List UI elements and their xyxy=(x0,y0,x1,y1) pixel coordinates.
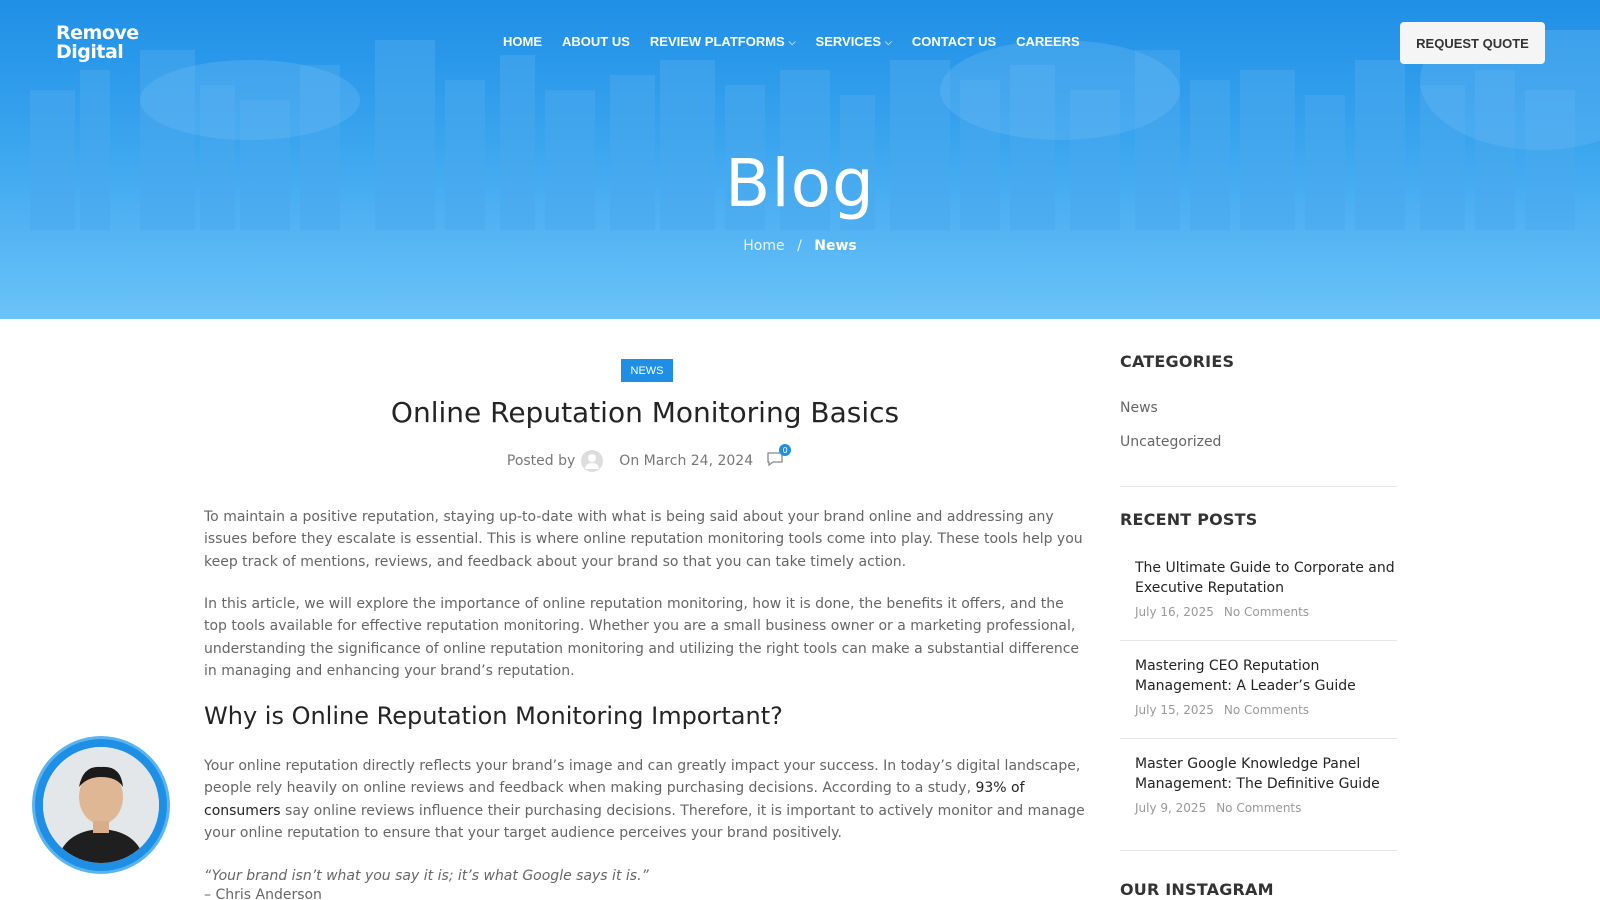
paragraph-text: say online reviews influence their purchasing decisions. Therefore, it is important to actively monitor and manage your online reputation to ensure that your target audience perceives your brand positively. xyxy=(204,802,1085,841)
recent-post xyxy=(1135,558,1397,619)
video-chat-avatar[interactable] xyxy=(35,739,167,871)
consumers-stat-link[interactable]: 93% of consumers xyxy=(204,780,1025,819)
user-icon xyxy=(583,452,601,470)
paragraph-text: Your online reputation directly reflects your brand’s image and can greatly impact your success. In today’s digital landscape, people rely heavily on online reviews and feedback when making purchasing decisions. According to a study, xyxy=(204,758,1081,797)
breadcrumb-separator: / xyxy=(797,238,802,254)
nav-contact-us-label: CONTACT US xyxy=(911,34,997,49)
nav-services[interactable] xyxy=(806,33,902,51)
post-date: On March 24, 2024 xyxy=(619,453,754,469)
recent-post xyxy=(1135,754,1397,815)
recent-post-meta xyxy=(1135,605,1397,619)
breadcrumb-home[interactable]: Home xyxy=(743,238,785,254)
nav-contact-us[interactable] xyxy=(902,33,1006,51)
breadcrumb-current: News xyxy=(814,238,857,254)
category-item-news[interactable]: News xyxy=(1120,400,1158,416)
recent-post-comments[interactable]: No Comments xyxy=(1216,801,1302,815)
paragraph-intro: To maintain a positive reputation, staying up-to-date with what is being said about your brand online and addressing any issues before they escalate is essential. This is where online reputation monitoring tools come into play. These tools help you keep track of mentions, reviews, and feedback about your brand so that you can take timely action. xyxy=(204,509,1083,570)
recent-post-meta xyxy=(1135,703,1397,717)
recent-post-title[interactable]: The Ultimate Guide to Corporate and Executive Reputation xyxy=(1135,560,1395,596)
divider xyxy=(1120,486,1397,487)
divider xyxy=(1120,738,1397,739)
recent-post xyxy=(1135,656,1397,717)
nav-review-platforms-label: REVIEW PLATFORMS xyxy=(649,34,785,49)
comments-link[interactable] xyxy=(767,445,788,470)
chevron-down-icon: ⌵ xyxy=(788,37,796,47)
divider xyxy=(1120,640,1397,641)
post-meta xyxy=(204,445,1086,472)
recent-post-comments[interactable]: No Comments xyxy=(1223,703,1310,717)
divider xyxy=(1120,850,1397,851)
nav-review-platforms[interactable] xyxy=(640,33,806,51)
recent-posts-heading: RECENT POSTS xyxy=(1120,510,1258,529)
site-logo[interactable] xyxy=(56,24,139,62)
recent-post-date: July 9, 2025 xyxy=(1135,801,1207,815)
nav-home[interactable] xyxy=(493,33,552,51)
hero-banner xyxy=(0,0,1600,319)
category-badge[interactable]: NEWS xyxy=(621,359,673,382)
recent-post-date: July 16, 2025 xyxy=(1135,605,1214,619)
section-heading: Why is Online Reputation Monitoring Important? xyxy=(204,702,783,730)
presenter-photo xyxy=(43,747,159,863)
page-title: Blog xyxy=(725,145,875,222)
nav-services-label: SERVICES xyxy=(815,34,882,49)
paragraph-importance xyxy=(204,755,1086,844)
categories-heading: CATEGORIES xyxy=(1120,352,1235,371)
chevron-down-icon: ⌵ xyxy=(885,37,892,47)
blockquote: “Your brand isn’t what you say it is; it’s what Google says it is.” xyxy=(204,868,649,884)
recent-post-meta xyxy=(1135,801,1397,815)
breadcrumb xyxy=(0,238,1600,254)
recent-post-date: July 15, 2025 xyxy=(1135,703,1214,717)
request-quote-button[interactable]: REQUEST QUOTE xyxy=(1400,22,1545,64)
author-avatar[interactable] xyxy=(581,450,603,472)
paragraph-overview: In this article, we will explore the importance of online reputation monitoring, how it is done, the benefits it offers, and the top tools available for effective reputation monitoring. Whether you are a small business owner or a marketing professional, understanding the significance of online reputation monitoring and utilizing the right tools can make a substantial difference in managing and enhancing your brand’s reputation. xyxy=(204,596,1080,679)
recent-post-title[interactable]: Master Google Knowledge Panel Management: The Definitive Guide xyxy=(1135,756,1380,792)
nav-careers-label: CAREERS xyxy=(1016,34,1080,49)
comment-count: 0 xyxy=(779,444,791,456)
post-title: Online Reputation Monitoring Basics xyxy=(390,396,900,429)
instagram-heading: OUR INSTAGRAM xyxy=(1120,880,1274,899)
quote-author: – Chris Anderson xyxy=(204,887,322,900)
logo-line-1: Remove xyxy=(56,22,139,44)
nav-home-label: HOME xyxy=(503,34,542,49)
recent-post-comments[interactable]: No Comments xyxy=(1223,605,1310,619)
logo-line-2: Digital xyxy=(56,41,124,63)
nav-about-us-label: ABOUT US xyxy=(562,34,630,49)
posted-by-label: Posted by xyxy=(506,453,576,469)
category-list xyxy=(1120,400,1221,468)
category-item-uncategorized[interactable]: Uncategorized xyxy=(1120,434,1222,450)
nav-about-us[interactable] xyxy=(552,33,640,51)
recent-post-title[interactable]: Mastering CEO Reputation Management: A Leader’s Guide xyxy=(1135,658,1356,694)
nav-careers[interactable] xyxy=(1006,33,1090,51)
main-nav xyxy=(493,33,1090,51)
